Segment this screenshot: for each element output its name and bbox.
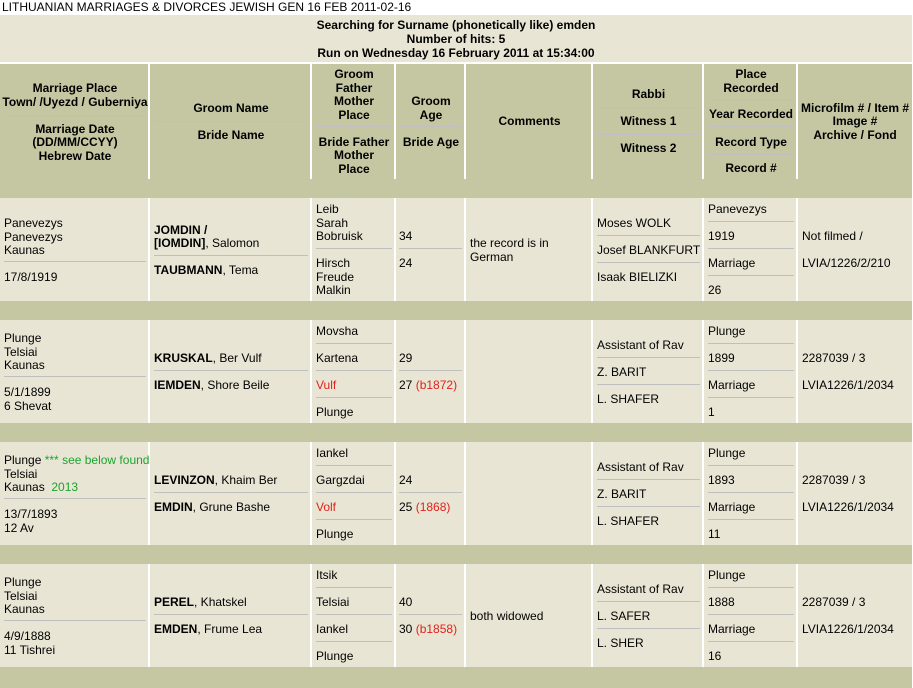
rabbi: Moses WOLK — [597, 216, 672, 230]
record-date: 17/8/1919 — [4, 270, 58, 284]
header-year-recorded: Year Recorded — [708, 107, 794, 121]
header-bride-age: Bride Age — [402, 135, 460, 149]
header-groom-age-1: Groom — [411, 94, 451, 108]
groom-mother: Sarah — [316, 216, 349, 230]
record-place-town: Panevezys — [4, 216, 63, 230]
header-bride-name: Bride Name — [197, 128, 265, 142]
record-hebrew-date: 6 Shevat — [4, 399, 52, 413]
record-place-guberniya: Kaunas 2013 — [4, 480, 79, 494]
bride-place: Malkin — [316, 283, 351, 297]
witness-1: Z. BARIT — [597, 487, 647, 501]
bride-age: 30 (b1858) — [399, 622, 458, 636]
place-recorded: Plunge — [708, 446, 746, 460]
header-groom-name: Groom Name — [193, 101, 269, 115]
header-bride-father-3: Place — [338, 162, 370, 176]
header-rabbi-label: Rabbi — [631, 87, 666, 101]
rabbi: Assistant of Rav — [597, 582, 684, 596]
record-type: Marriage — [708, 500, 756, 514]
header-groom-father-1: Groom — [334, 67, 374, 81]
bride-father: Vulf — [316, 378, 337, 392]
search-line-3: Run on Wednesday 16 February 2011 at 15:34:00 — [317, 46, 595, 60]
record-type: Marriage — [708, 622, 756, 636]
comment: both widowed — [470, 609, 544, 623]
place-recorded: Plunge — [708, 324, 746, 338]
archive: LVIA1226/1/2034 — [802, 500, 894, 514]
record-place-uyezd: Telsiai — [4, 345, 38, 359]
bride-name: EMDIN, Grune Bashe — [154, 500, 271, 514]
record-place-town: Plunge — [4, 575, 42, 589]
bride-father: Volf — [316, 500, 337, 514]
bride-age: 27 (b1872) — [399, 378, 458, 392]
record-hebrew-date: 12 Av — [4, 521, 34, 535]
year-recorded: 1893 — [708, 473, 735, 487]
groom-name: LEVINZON, Khaim Ber — [154, 473, 278, 487]
record-place-town: Plunge *** see below found — [4, 453, 150, 467]
record-date: 5/1/1899 — [4, 385, 51, 399]
record-place-guberniya: Kaunas — [4, 602, 45, 616]
header-place-1: Marriage Place — [32, 81, 118, 95]
groom-father: Leib — [316, 202, 339, 216]
groom-place: Gargzdai — [316, 473, 365, 487]
place-recorded: Plunge — [708, 568, 746, 582]
header-witness-2: Witness 2 — [620, 141, 677, 155]
record-number: 16 — [708, 649, 722, 663]
groom-name: JOMDIN / — [154, 223, 208, 237]
archive: LVIA1226/1/2034 — [802, 622, 894, 636]
bride-age: 25 (1868) — [399, 500, 451, 514]
bride-name: EMDEN, Frume Lea — [154, 622, 263, 636]
separator-band — [0, 179, 912, 198]
separator-band — [0, 667, 912, 688]
record-number: 1 — [708, 405, 715, 419]
archive: LVIA/1226/2/210 — [802, 256, 891, 270]
record-type: Marriage — [708, 378, 756, 392]
header-place-2: Town/ /Uyezd / Guberniya — [2, 95, 148, 109]
separator-band — [0, 545, 912, 564]
witness-1: Z. BARIT — [597, 365, 647, 379]
microfilm: 2287039 / 3 — [802, 595, 866, 609]
table-row — [0, 564, 912, 667]
rabbi: Assistant of Rav — [597, 338, 684, 352]
bride-father: Iankel — [316, 622, 349, 636]
table-row — [0, 320, 912, 423]
bride-place: Plunge — [316, 405, 354, 419]
witness-1: Josef BLANKFURT — [597, 243, 701, 257]
bride-father: Hirsch — [316, 256, 351, 270]
header-bride-father-1: Bride Father — [318, 135, 390, 149]
groom-age: 34 — [399, 229, 413, 243]
header-record-no: Record # — [725, 161, 777, 175]
witness-2: Isaak BIELIZKI — [597, 270, 678, 284]
header-place-recorded-1: Place — [735, 67, 767, 81]
record-date: 13/7/1893 — [4, 507, 58, 521]
page-title: LITHUANIAN MARRIAGES & DIVORCES JEWISH GEN 16 FEB 2011-02-16 — [2, 0, 412, 14]
header-groom-father-2: Father — [335, 81, 373, 95]
header-groom-father-4: Place — [338, 108, 370, 122]
header-date-1: Marriage Date — [35, 122, 115, 136]
record-place-guberniya: Kaunas — [4, 358, 45, 372]
groom-name: KRUSKAL, Ber Vulf — [154, 351, 262, 365]
bride-mother: Freude — [316, 270, 355, 284]
header-groom-father-3: Mother — [334, 94, 374, 108]
place-recorded: Panevezys — [708, 202, 767, 216]
groom-father: Itsik — [316, 568, 338, 582]
header-date-2: (DD/MM/CCYY) — [32, 135, 118, 149]
bride-place: Plunge — [316, 527, 354, 541]
separator-band — [0, 301, 912, 320]
record-place-uyezd: Panevezys — [4, 230, 63, 244]
header-microfilm-3: Archive / Fond — [813, 128, 897, 142]
groom-place: Bobruisk — [316, 229, 363, 243]
header-record-type: Record Type — [715, 135, 787, 149]
record-type: Marriage — [708, 256, 756, 270]
header-microfilm-2: Image # — [832, 114, 878, 128]
year-recorded: 1899 — [708, 351, 735, 365]
year-recorded: 1919 — [708, 229, 735, 243]
microfilm: Not filmed / — [802, 229, 863, 243]
record-number: 26 — [708, 283, 722, 297]
archive: LVIA1226/1/2034 — [802, 378, 894, 392]
record-date: 4/9/1888 — [4, 629, 51, 643]
groom-name: PEREL, Khatskel — [154, 595, 247, 609]
bride-name: TAUBMANN, Tema — [154, 263, 259, 277]
witness-1: L. SAFER — [597, 609, 651, 623]
record-place-town: Plunge — [4, 331, 42, 345]
header-groom-age-2: Age — [419, 108, 443, 122]
groom-age: 29 — [399, 351, 413, 365]
bride-age: 24 — [399, 256, 413, 270]
header-witness-1: Witness 1 — [620, 114, 677, 128]
comment: the record is in — [470, 236, 549, 250]
microfilm: 2287039 / 3 — [802, 473, 866, 487]
witness-2: L. SHAFER — [597, 392, 660, 406]
groom-place: Telsiai — [316, 595, 350, 609]
record-place-uyezd: Telsiai — [4, 467, 38, 481]
witness-2: L. SHER — [597, 636, 644, 650]
groom-father: Movsha — [316, 324, 359, 338]
record-place-uyezd: Telsiai — [4, 589, 38, 603]
header-comments-label: Comments — [498, 114, 561, 128]
groom-place: Kartena — [316, 351, 359, 365]
table-row — [0, 198, 912, 301]
header-bride-father-2: Mother — [334, 148, 374, 162]
witness-2: L. SHAFER — [597, 514, 660, 528]
groom-name-2: [IOMDIN], Salomon — [154, 236, 260, 250]
bride-place: Plunge — [316, 649, 354, 663]
microfilm: 2287039 / 3 — [802, 351, 866, 365]
record-number: 11 — [708, 527, 721, 541]
rabbi: Assistant of Rav — [597, 460, 684, 474]
header-date-3: Hebrew Date — [38, 149, 112, 163]
year-recorded: 1888 — [708, 595, 735, 609]
bride-name: IEMDEN, Shore Beile — [154, 378, 270, 392]
groom-age: 24 — [399, 473, 413, 487]
record-place-guberniya: Kaunas — [4, 243, 45, 257]
search-line-2: Number of hits: 5 — [406, 32, 506, 46]
record-hebrew-date: 11 Tishrei — [4, 643, 56, 657]
header-microfilm-1: Microfilm # / Item # — [800, 101, 910, 115]
separator-band — [0, 423, 912, 442]
groom-father: Iankel — [316, 446, 349, 460]
groom-age: 40 — [399, 595, 413, 609]
search-line-1: Searching for Surname (phonetically like) emden — [316, 18, 596, 32]
header-place-recorded-2: Recorded — [723, 81, 779, 95]
comment-2: German — [470, 250, 514, 264]
